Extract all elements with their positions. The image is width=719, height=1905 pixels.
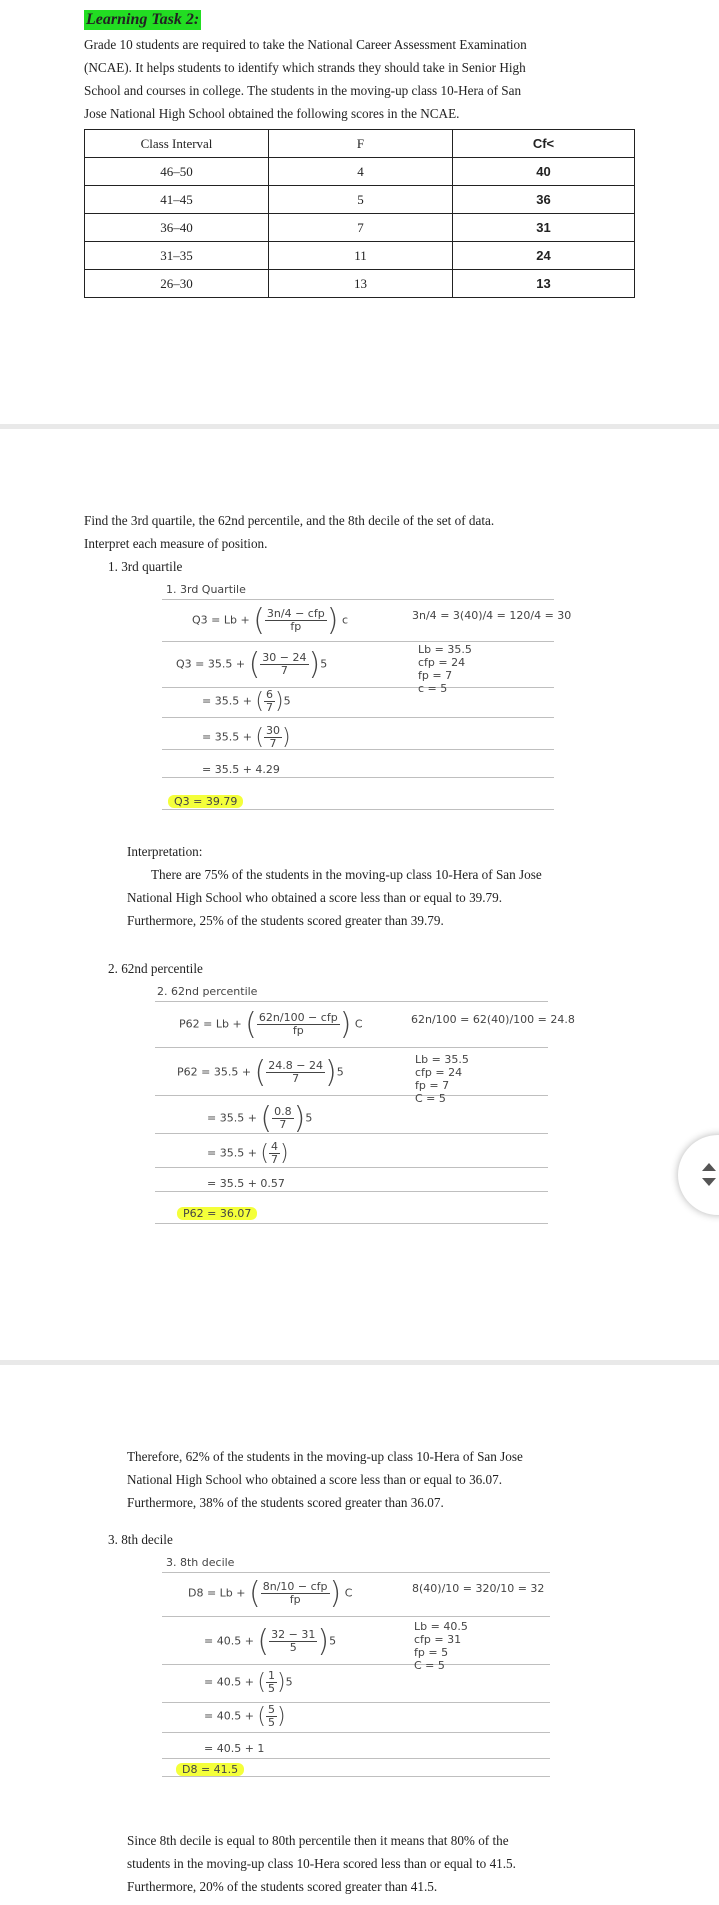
table-row xyxy=(85,270,635,298)
task-line: Find the 3rd quartile, the 62nd percentile, and the 8th decile of the set of data. xyxy=(84,513,495,528)
step-denominator: 7 xyxy=(266,701,274,714)
step-denominator: 7 xyxy=(280,664,288,677)
step-lhs: = 35.5 + xyxy=(207,1146,257,1160)
formula-numerator: 3n/4 − cfp xyxy=(266,607,325,620)
step-lhs: = 40.5 + xyxy=(204,1634,254,1648)
value-c: c = 5 xyxy=(418,682,448,695)
interp-line: Furthermore, 20% of the students scored greater than 41.5. xyxy=(127,1879,438,1894)
value-lb: Lb = 40.5 xyxy=(414,1620,468,1633)
value-cfp: cfp = 24 xyxy=(418,656,466,669)
interp-line: National High School who obtained a score less than or equal to 36.07. xyxy=(127,1472,503,1487)
arrow-down-icon[interactable] xyxy=(702,1178,716,1186)
cell-cf: 24 xyxy=(453,242,635,270)
q3-heading: 1. 3rd quartile xyxy=(108,559,183,574)
step-denominator: 7 xyxy=(269,737,277,750)
p62-step4: = 35.5 + 0.57 xyxy=(207,1177,285,1190)
step-numerator: 6 xyxy=(266,688,274,701)
side-calc-rhs: = 62(40)/100 = 24.8 xyxy=(460,1013,575,1026)
step-lhs: = 40.5 + xyxy=(204,1709,254,1723)
step-numerator: 32 − 31 xyxy=(271,1628,316,1641)
interp-line: There are 75% of the students in the moving-up class 10-Hera of San Jose xyxy=(151,867,542,882)
step-numerator: 4 xyxy=(271,1140,279,1153)
q3-step4: = 35.5 + 4.29 xyxy=(202,763,280,776)
side-calc-rhs: = 3(40)/4 = 120/4 = 30 xyxy=(440,609,572,622)
formula-c: c xyxy=(341,613,348,627)
q3-step1: Q3 = 35.5 + ( $\frac{30 - 24}{7}$ )5 xyxy=(176,647,328,682)
d8-interpretation xyxy=(127,1829,697,1898)
table-row xyxy=(85,186,635,214)
value-fp: fp = 7 xyxy=(418,669,453,682)
interp-line: students in the moving-up class 10-Hera scored less than or equal to 41.5. xyxy=(127,1856,516,1871)
step-numerator: 1 xyxy=(268,1669,276,1682)
step-denominator: 7 xyxy=(292,1072,300,1085)
d8-step3: = 40.5 + ( $\frac{5}{5}$ ) xyxy=(204,1703,286,1729)
value-c: C = 5 xyxy=(415,1092,446,1105)
value-lb: Lb = 35.5 xyxy=(418,643,472,656)
step-lhs: = 35.5 + xyxy=(202,694,252,708)
q3-answer xyxy=(168,795,243,808)
header-class-interval: Class Interval xyxy=(85,130,269,158)
table-header-row xyxy=(85,130,635,158)
step-lhs: P62 = 35.5 + xyxy=(177,1065,252,1079)
cell-cf: 31 xyxy=(453,214,635,242)
step-lhs: = 35.5 + xyxy=(202,730,252,744)
formula-denominator: fp xyxy=(292,1024,304,1037)
cell-interval: 31–35 xyxy=(85,242,269,270)
header-cumulative-frequency: Cf< xyxy=(453,130,635,158)
d8-formula: D8 = Lb + ( $\frac{\text{8n/10 − cfp}}{fp}$ ) C xyxy=(188,1576,353,1611)
intro-line: Grade 10 students are required to take the National Career Assessment Examination xyxy=(84,37,527,52)
table-row xyxy=(85,158,635,186)
step-denominator: 5 xyxy=(268,1716,276,1729)
q3-values xyxy=(418,643,472,695)
d8-values xyxy=(414,1620,468,1672)
p62-formula: P62 = Lb + ( $\frac{\text{62n/100 − cfp}}{fp}$ ) C xyxy=(179,1007,363,1042)
step-numerator: 30 − 24 xyxy=(262,651,307,664)
side-calc-lhs: 3n/4 xyxy=(412,609,437,622)
d8-heading: 3. 8th decile xyxy=(108,1532,173,1547)
step-numerator: 5 xyxy=(268,1703,276,1716)
value-cfp: cfp = 24 xyxy=(415,1066,463,1079)
q3-interpretation xyxy=(127,840,687,932)
p62-handwritten-solution xyxy=(155,981,575,1220)
p62-step1: P62 = 35.5 + ( $\frac{24.8 - 24}{7}$ )5 xyxy=(177,1055,344,1090)
step-lhs: Q3 = 35.5 + xyxy=(176,657,246,671)
p62-step3: = 35.5 + ( $\frac{4}{7}$ ) xyxy=(207,1140,289,1166)
cell-frequency: 7 xyxy=(269,214,453,242)
formula-denominator: fp xyxy=(290,620,302,633)
cell-interval: 36–40 xyxy=(85,214,269,242)
p62-values xyxy=(415,1053,469,1105)
q3-answer-highlight: Q3 = 39.79 xyxy=(168,795,243,808)
step-numerator: 24.8 − 24 xyxy=(268,1059,323,1072)
formula-lhs: Q3 = Lb + xyxy=(192,613,250,627)
task-line: Interpret each measure of position. xyxy=(84,536,268,551)
page-2 xyxy=(0,429,719,1360)
step-numerator: 30 xyxy=(266,724,281,737)
intro-line: School and courses in college. The students in the moving-up class 10-Hera of San xyxy=(84,83,522,98)
arrow-up-icon[interactable] xyxy=(702,1163,716,1171)
cell-frequency: 11 xyxy=(269,242,453,270)
value-fp: fp = 5 xyxy=(414,1646,449,1659)
interp-line: National High School who obtained a score less than or equal to 39.79. xyxy=(127,890,503,905)
d8-step2: = 40.5 + ( $\frac{1}{5}$ )5 xyxy=(204,1669,293,1695)
q3-step2: = 35.5 + ( $\frac{6}{7}$ )5 xyxy=(202,688,291,714)
page-1 xyxy=(0,0,719,424)
task-instructions xyxy=(84,509,664,555)
step-denominator: 5 xyxy=(268,1682,276,1695)
cell-frequency: 5 xyxy=(269,186,453,214)
value-fp: fp = 7 xyxy=(415,1079,450,1092)
table-row xyxy=(85,214,635,242)
table-row xyxy=(85,242,635,270)
d8-answer xyxy=(176,1763,244,1776)
p62-step2: = 35.5 + ( $\frac{0.8}{7}$ )5 xyxy=(207,1101,313,1136)
p62-interpretation xyxy=(127,1445,687,1514)
header-frequency: F xyxy=(269,130,453,158)
formula-lhs: P62 = Lb + xyxy=(179,1017,242,1031)
cell-interval: 26–30 xyxy=(85,270,269,298)
cell-interval: 41–45 xyxy=(85,186,269,214)
d8-side-calc xyxy=(412,1582,544,1595)
interpretation-label: Interpretation: xyxy=(127,844,203,859)
cell-cf: 13 xyxy=(453,270,635,298)
interp-line: Furthermore, 25% of the students scored greater than 39.79. xyxy=(127,913,444,928)
step-denominator: 5 xyxy=(289,1641,297,1654)
value-lb: Lb = 35.5 xyxy=(415,1053,469,1066)
formula-c: C xyxy=(354,1017,363,1031)
q3-side-calc xyxy=(412,609,571,622)
page-3 xyxy=(0,1365,719,1905)
formula-denominator: fp xyxy=(289,1593,301,1606)
cell-frequency: 4 xyxy=(269,158,453,186)
step-denominator: 7 xyxy=(271,1153,279,1166)
frequency-table xyxy=(84,129,635,298)
formula-numerator: 62n/100 − cfp xyxy=(258,1011,338,1024)
cell-interval: 46–50 xyxy=(85,158,269,186)
cell-frequency: 13 xyxy=(269,270,453,298)
p62-answer xyxy=(177,1207,257,1220)
d8-handwritten-solution xyxy=(162,1552,550,1782)
interp-line: Therefore, 62% of the students in the moving-up class 10-Hera of San Jose xyxy=(127,1449,523,1464)
intro-line: (NCAE). It helps students to identify which strands they should take in Senior High xyxy=(84,60,526,75)
step-denominator: 7 xyxy=(279,1118,287,1131)
learning-task-title: Learning Task 2: xyxy=(86,11,200,28)
intro-line: Jose National High School obtained the following scores in the NCAE. xyxy=(84,106,460,121)
p62-heading: 2. 62nd percentile xyxy=(108,961,203,976)
formula-numerator: 8n/10 − cfp xyxy=(262,1580,328,1593)
intro-paragraph xyxy=(84,33,644,125)
side-calc-lhs: 62n/100 xyxy=(411,1013,457,1026)
step-lhs: = 35.5 + xyxy=(207,1111,257,1125)
q3-hw-title: 1. 3rd Quartile xyxy=(166,583,246,596)
formula-lhs: D8 = Lb + xyxy=(188,1586,246,1600)
step-lhs: = 40.5 + xyxy=(204,1675,254,1689)
q3-step3: = 35.5 + ( $\frac{30}{7}$ ) xyxy=(202,724,291,750)
d8-step1: = 40.5 + ( $\frac{32 - 31}{5}$ )5 xyxy=(204,1624,337,1659)
side-calc-rhs: = 320/10 = 32 xyxy=(462,1582,545,1595)
side-calc-lhs: 8(40)/10 xyxy=(412,1582,460,1595)
p62-hw-title: 2. 62nd percentile xyxy=(157,985,258,998)
value-c: C = 5 xyxy=(414,1659,445,1672)
interp-line: Furthermore, 38% of the students scored greater than 36.07. xyxy=(127,1495,444,1510)
d8-answer-highlight: D8 = 41.5 xyxy=(176,1763,244,1776)
step-numerator: 0.8 xyxy=(274,1105,292,1118)
value-cfp: cfp = 31 xyxy=(414,1633,462,1646)
q3-handwritten-solution xyxy=(162,579,572,808)
interp-line: Since 8th decile is equal to 80th percentile then it means that 80% of the xyxy=(127,1833,509,1848)
cell-cf: 40 xyxy=(453,158,635,186)
q3-formula: Q3 = Lb + ( $\frac{\text{3n/4 − cfp}}{fp}$ ) c xyxy=(192,603,348,638)
d8-step4: = 40.5 + 1 xyxy=(204,1742,265,1755)
d8-hw-title: 3. 8th decile xyxy=(166,1556,235,1569)
formula-c: C xyxy=(344,1586,353,1600)
p62-answer-highlight: P62 = 36.07 xyxy=(177,1207,257,1220)
cell-cf: 36 xyxy=(453,186,635,214)
p62-side-calc xyxy=(411,1013,575,1026)
